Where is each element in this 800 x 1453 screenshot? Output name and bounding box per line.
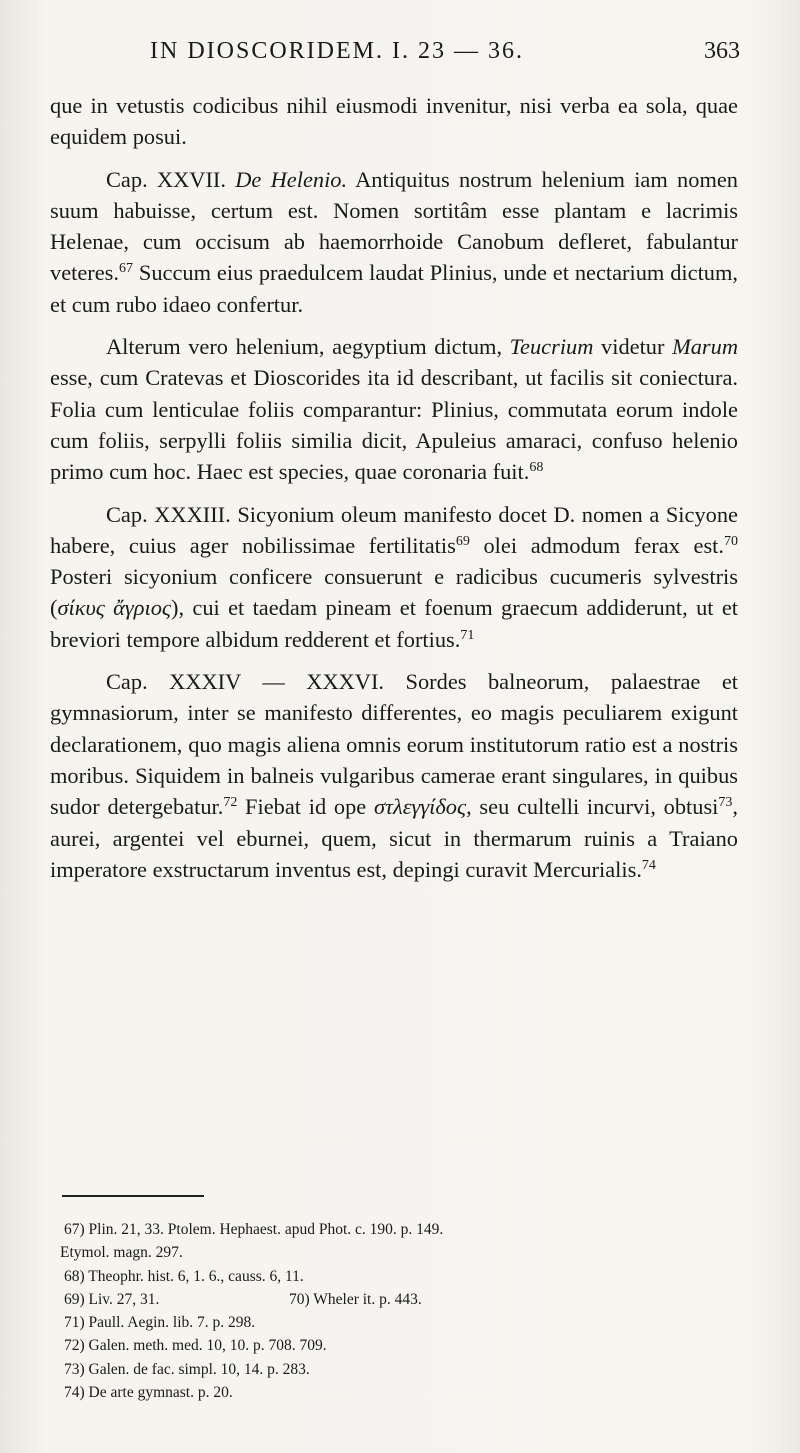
text-run: Fiebat id ope — [237, 794, 374, 820]
header-title: IN DIOSCORIDEM. I. 23 — 36. — [150, 38, 524, 64]
text-run: Succum eius praedulcem laudat Plinius, unde et nectarium dictum, et cum rubo idaeo confertur. — [50, 260, 738, 317]
text-run: Alterum vero helenium, aegyptium dictum, — [106, 334, 510, 360]
text-run: esse, cum Cratevas et Dioscorides ita id describant, ut facilis sit coniectura. Folia cum lenticulae foliis comparantur: Plinius, commutata eorum indole cum foliis, serpylli foliis similia dicit, Apuleius amaraci, confuso helenio primo cum hoc. Haec est species, quae coronaria fuit. — [50, 365, 738, 485]
greek-term: στλεγγίδος — [373, 794, 467, 820]
footnote-74: 74) De arte gymnast. p. 20. — [64, 1384, 233, 1402]
text-run: , aurei, argentei vel eburnei, quem, sicut in thermarum ruinis a Traiano imperatore exstructarum inventus est, depingi curavit Mercurialis. — [50, 794, 738, 882]
footnote-divider — [62, 1195, 204, 1197]
italic-heading: De Helenio. — [235, 166, 348, 192]
italic-term: Teucrium — [509, 334, 594, 360]
footnote-ref: 72 — [223, 795, 238, 811]
text-run: Cap. XXXIII. Sicyonium oleum manifesto docet D. nomen a Sicyone habere, cuius ager nobilissimae fertilitatis — [50, 501, 738, 558]
footnote-68: 68) Theophr. hist. 6, 1. 6., causs. 6, 11. — [64, 1267, 304, 1285]
greek-term: σίκυς ἄγριος — [57, 595, 171, 621]
page-number: 363 — [704, 38, 740, 64]
paragraph-alterum — [50, 331, 738, 487]
footnote-67-continued: Etymol. magn. 297. — [60, 1244, 183, 1262]
footnote-ref: 74 — [641, 857, 656, 873]
text-run: Cap. XXVII. — [106, 166, 236, 192]
running-header — [150, 38, 740, 65]
text-run: videtur — [593, 334, 673, 360]
footnote-71: 71) Paull. Aegin. lib. 7. p. 298. — [64, 1314, 256, 1332]
text-run: ), cui et taedam pineam et foenum graecum addiderunt, ut et breviori tempore albidum redderent et fortius. — [50, 595, 738, 652]
footnote-73: 73) Galen. de fac. simpl. 10, 14. p. 283. — [64, 1360, 310, 1378]
footnote-69: 69) Liv. 27, 31. — [64, 1290, 160, 1308]
footnotes — [60, 1218, 740, 1404]
paragraph-cap-xxxiv — [50, 666, 738, 885]
footnote-ref: 67 — [119, 261, 133, 277]
main-text — [50, 90, 738, 896]
footnote-ref: 73 — [718, 795, 733, 811]
paragraph-cap-xxxiii — [50, 499, 738, 655]
text-run: que in vetustis codicibus nihil eiusmodi invenitur, nisi verba ea sola, quae equidem posui. — [50, 93, 738, 150]
paragraph-cap-xxvii — [50, 164, 738, 320]
paragraph-continuation — [50, 90, 738, 153]
text-run: Cap. XXXIV — XXXVI. Sordes balneorum, palaestrae et gymnasiorum, inter se manifesto differentes, eo magis peculiarem exigunt declarationem, quo magis aliena omnis eorum institutorum ratio est a nostris moribus. Siquidem in balneis vulgaribus camerae erant singulares, in quibus sudor detergebatur. — [50, 669, 738, 820]
italic-term: Marum — [672, 334, 738, 360]
footnote-70: 70) Wheler it. p. 443. — [289, 1290, 422, 1308]
text-run: Posteri sicyonium conficere consuerunt e radicibus cucumeris sylvestris ( — [50, 564, 738, 621]
footnote-ref: 68 — [529, 460, 544, 476]
footnote-67: 67) Plin. 21, 33. Ptolem. Hephaest. apud Phot. c. 190. p. 149. — [64, 1221, 444, 1238]
footnote-72: 72) Galen. meth. med. 10, 10. p. 708. 709. — [64, 1337, 327, 1355]
footnote-ref: 71 — [460, 627, 475, 643]
footnote-69-70-line — [60, 1288, 740, 1311]
text-run: Antiquitus nostrum helenium iam nomen suum habuisse, certum est. Nomen sortitâm esse plantam e lacrimis Helenae, cum occisum ab haemorrhoide Canobum defleret, fabulantur veteres. — [50, 166, 738, 286]
footnote-ref: 70 — [723, 533, 738, 549]
text-run: , seu cultelli incurvi, obtusi — [466, 794, 719, 820]
text-run: olei admodum ferax est. — [469, 532, 724, 558]
footnote-ref: 69 — [455, 533, 470, 549]
